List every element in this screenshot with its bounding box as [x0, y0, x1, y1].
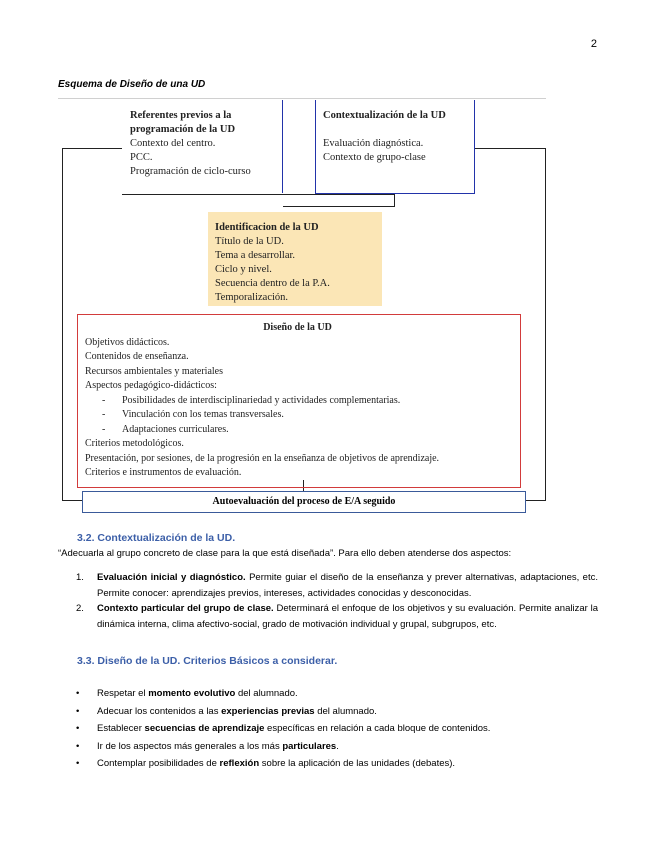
- diseno-sub-item: - Adaptaciones curriculares.: [102, 423, 229, 435]
- identificacion-item: Secuencia dentro de la P.A.: [215, 278, 330, 289]
- connector-right-bottom: [524, 500, 545, 501]
- list-item: • Contemplar posibilidades de reflexión sobre la aplicación de las unidades (debates).: [76, 758, 456, 769]
- list-item: • Establecer secuencias de aprendizaje específicas en relación a cada bloque de contenidos.: [76, 723, 491, 734]
- identificacion-box: [208, 212, 382, 306]
- diseno-box: [77, 314, 521, 488]
- diseno-item: Aspectos pedagógico-didácticos:: [85, 380, 217, 391]
- referentes-box: [122, 100, 283, 193]
- diseno-item: Recursos ambientales y materiales: [85, 365, 224, 377]
- section-33-list: [58, 685, 598, 773]
- identificacion-title: Identificacion de la UD: [215, 222, 319, 233]
- referentes-title-1: Referentes previos a la: [130, 110, 232, 121]
- referentes-title-2: programación de la UD: [130, 124, 236, 135]
- connector-top-bottom: [122, 194, 394, 195]
- contextualizacion-title: Contextualización de la UD: [323, 110, 446, 121]
- list-item: 2. Contexto particular del grupo de clase. Determinará el enfoque de los objetivos y su evaluación. Permite analizar la dinámica interna, clima afectivo-social, grado de motivación individual y grupal, subgrupos, etc.: [76, 603, 598, 630]
- connector-left-vertical: [62, 148, 63, 501]
- identificacion-item: Ciclo y nivel.: [215, 264, 272, 275]
- diseno-item: Presentación, por sesiones, de la progresión en la enseñanza de objetivos de aprendizaje.: [85, 452, 440, 464]
- list-item: • Adecuar los contenidos a las experiencias previas del alumnado.: [76, 705, 377, 717]
- contextualizacion-box: [315, 100, 475, 194]
- connector-left-top: [62, 148, 122, 149]
- diseno-item: Criterios e instrumentos de evaluación.: [85, 467, 242, 478]
- contextualizacion-item: Contexto de grupo-clase: [323, 152, 426, 163]
- identificacion-item: Temporalización.: [215, 292, 289, 303]
- list-item: • Respetar el momento evolutivo del alumnado.: [76, 688, 298, 699]
- page-number: 2: [590, 38, 597, 50]
- list-item: 1. Evaluación inicial y diagnóstico. Permite guiar el diseño de la enseñanza y prever alternativas, adaptaciones, etc. Permite conocer: aprendizajes previos, intereses, actividades conocidas y desconocidas.: [76, 572, 598, 599]
- referentes-item: Contexto del centro.: [130, 138, 216, 149]
- list-item: • Ir de los aspectos más generales a los más particulares.: [76, 740, 339, 752]
- connector-left-bottom: [62, 500, 82, 501]
- diseno-item: Criterios metodológicos.: [85, 438, 184, 449]
- section-33-heading: 3.3. Diseño de la UD. Criterios Básicos a considerar.: [77, 655, 338, 667]
- autoevaluacion-box: Autoevaluación del proceso de E/A seguido: [82, 491, 526, 513]
- referentes-item: PCC.: [130, 152, 153, 163]
- contextualizacion-item: Evaluación diagnóstica.: [323, 138, 424, 149]
- divider: [58, 98, 546, 99]
- diseno-sub-item: - Vinculación con los temas transversales.: [102, 409, 284, 420]
- connector-right-vertical: [545, 148, 546, 501]
- identificacion-item: Título de la UD.: [215, 236, 284, 247]
- identificacion-item: Tema a desarrollar.: [215, 250, 296, 261]
- connector-ident-link: [283, 206, 395, 207]
- schema-title: Esquema de Diseño de una UD: [58, 79, 206, 90]
- diseno-title: Diseño de la UD: [263, 322, 332, 333]
- diseno-item: Objetivos didácticos.: [85, 336, 170, 348]
- section-32-intro: “Adecuarla al grupo concreto de clase para la que está diseñada”. Para ello deben atenderse dos aspectos:: [58, 548, 512, 559]
- connector-right-top: [474, 148, 545, 149]
- diseno-sub-item: - Posibilidades de interdisciplinariedad y actividades complementarias.: [102, 394, 401, 406]
- connector-to-ident: [394, 194, 395, 206]
- section-32-list: [58, 570, 598, 632]
- referentes-item: Programación de ciclo-curso: [130, 166, 251, 177]
- diseno-item: Contenidos de enseñanza.: [85, 351, 189, 362]
- section-32-heading: 3.2. Contextualización de la UD.: [77, 532, 236, 544]
